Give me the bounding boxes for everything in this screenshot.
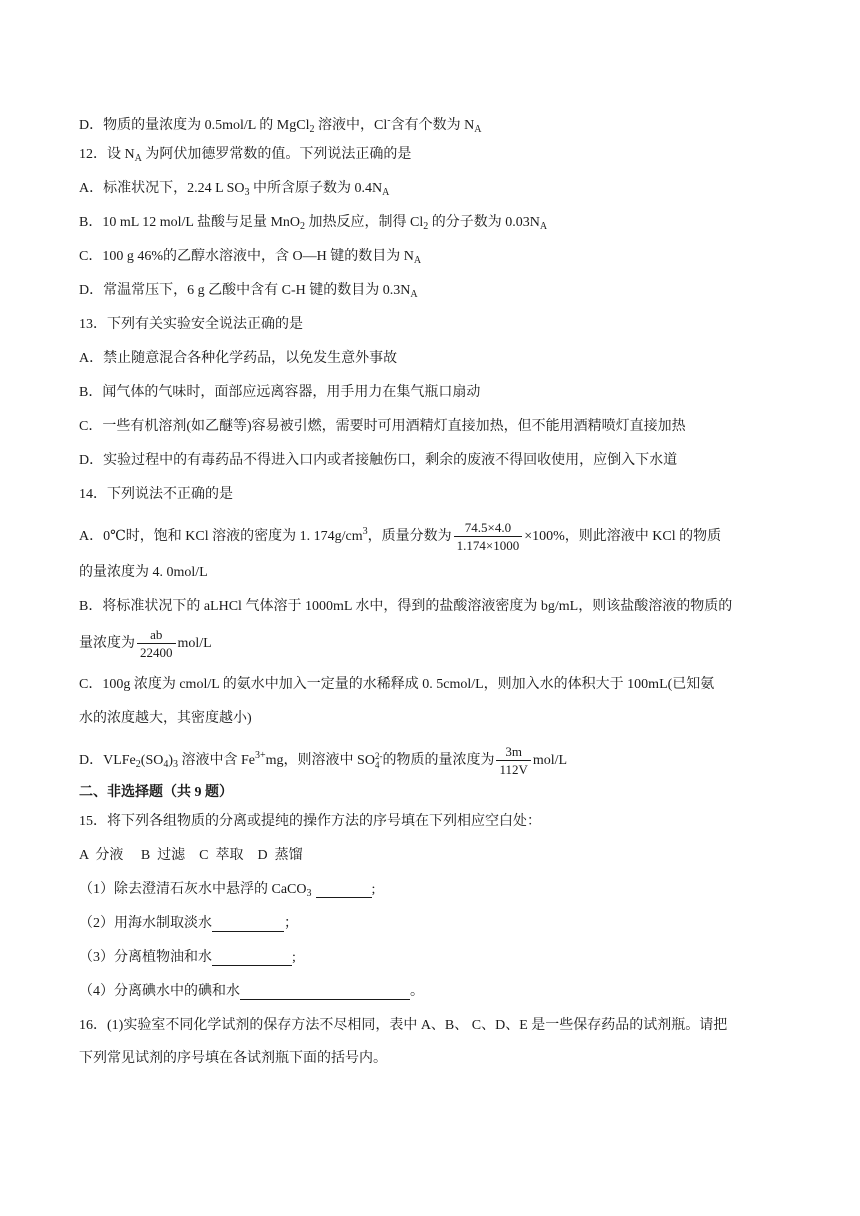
option-12b: B．10 mL 12 mol/L 盐酸与足量 MnO$_2$ 加热反应，制得 $Cl_2$ 的分子数为 $0.03N_A$ — [79, 215, 548, 232]
section-heading: 二、非选择题（共 9 题） — [79, 785, 233, 800]
question-12-stem: 12．设 $N_A$ 为阿伏加德罗常数的值。下列说法正确的是 — [79, 147, 412, 164]
option-14b: B．将标准状况下的 aLHCl 气体溶于 1000mL 水中，得到的盐酸溶液密度为 bg/mL，则该盐酸溶液的物质的 — [79, 599, 733, 614]
question-16-stem: 16．(1)实验室不同化学试剂的保存方法不尽相同，表中 A、B、 C、D、E 是一些保存药品的试剂瓶。请把 — [79, 1018, 728, 1033]
option-13b: B．闻气体的气味时，面部应远离容器，用手用力在集气瓶口扇动 — [79, 385, 481, 400]
question-15-part-2: （2）用海水制取淡水 ； — [79, 916, 298, 931]
question-15-part-3: （3）分离植物油和水 ; — [79, 950, 296, 965]
question-15-stem: 15．将下列各组物质的分离或提纯的操作方法的序号填在下列相应空白处： — [79, 814, 541, 829]
option-12c: C．100 g 46%的乙醇水溶液中，含 O—H 键的数目为 $N_A$ — [79, 249, 422, 266]
option-11d: D．物质的量浓度为 0.5mol/L 的 MgCl$_2$ 溶液中，Cl-含有个数为 $N_A$ — [79, 115, 482, 135]
question-16-stem-cont: 下列常见试剂的序号填在各试剂瓶下面的括号内。 — [79, 1051, 387, 1066]
question-14-stem: 14．下列说法不正确的是 — [79, 487, 233, 502]
fraction: $\frac{ab}{22400}$ — [137, 626, 176, 661]
question-15-part-4: （4）分离碘水中的碘和水 。 — [79, 984, 424, 999]
option-14b-cont: 量浓度为 $\frac{ab}{22400}$ mol/L — [79, 627, 212, 661]
option-14d: D．$VLFe_2(SO_4)_3$ 溶液中含 $Fe^{3+}mg$，则溶液中 SO 2- 4 的物质的量浓度为 $\frac{3m}{112V}$ mol/L — [79, 744, 568, 778]
question-15-part-1: （1）除去澄清石灰水中悬浮的 CaCO$_3$ ; — [79, 882, 376, 899]
option-14a-cont: 的量浓度为 4. 0mol/L — [79, 565, 208, 580]
question-15-options: A 分液 B 过滤 C 萃取 D 蒸馏 — [79, 848, 303, 863]
option-14c-cont: 水的浓度越大，其密度越小) — [79, 711, 252, 726]
question-13-stem: 13．下列有关实验安全说法正确的是 — [79, 317, 303, 332]
answer-blank[interactable] — [240, 985, 410, 1000]
fraction: $\frac{3m}{112V}$ — [496, 743, 530, 778]
option-12a: A．标准状况下，2.24 L $SO_3$ 中所含原子数为 $0.4N_A$ — [79, 181, 390, 198]
option-12d: D．常温常压下，6 g 乙酸中含有 C-H 键的数目为 $0.3N_A$ — [79, 283, 418, 300]
fraction: $\frac{74.5\times 4.0}{1.174\times 1000}$ — [454, 519, 523, 554]
option-14c: C．100g 浓度为 cmol/L 的氨水中加入一定量的水稀释成 0. 5cmol/L，则加入水的体积大于 100mL(已知氨 — [79, 677, 715, 692]
answer-blank[interactable] — [316, 883, 372, 898]
option-14a: A．0℃时，饱和 KCl 溶液的密度为 1. $174g/cm^3$，质量分数为 $\frac{74.5\times 4.0}{1.174\times 1000}$ ×100%，则此溶液中 KCl 的物质 — [79, 520, 722, 554]
sulfate-charge: 2- 4 — [374, 750, 383, 770]
option-13a: A．禁止随意混合各种化学药品，以免发生意外事故 — [79, 351, 398, 366]
answer-blank[interactable] — [212, 917, 284, 932]
answer-blank[interactable] — [212, 951, 292, 966]
option-13d: D．实验过程中的有毒药品不得进入口内或者接触伤口，剩余的废液不得回收使用，应倒入下水道 — [79, 453, 678, 468]
option-13c: C．一些有机溶剂(如乙醚等)容易被引燃，需要时可用酒精灯直接加热，但不能用酒精喷灯直接加热 — [79, 419, 686, 434]
